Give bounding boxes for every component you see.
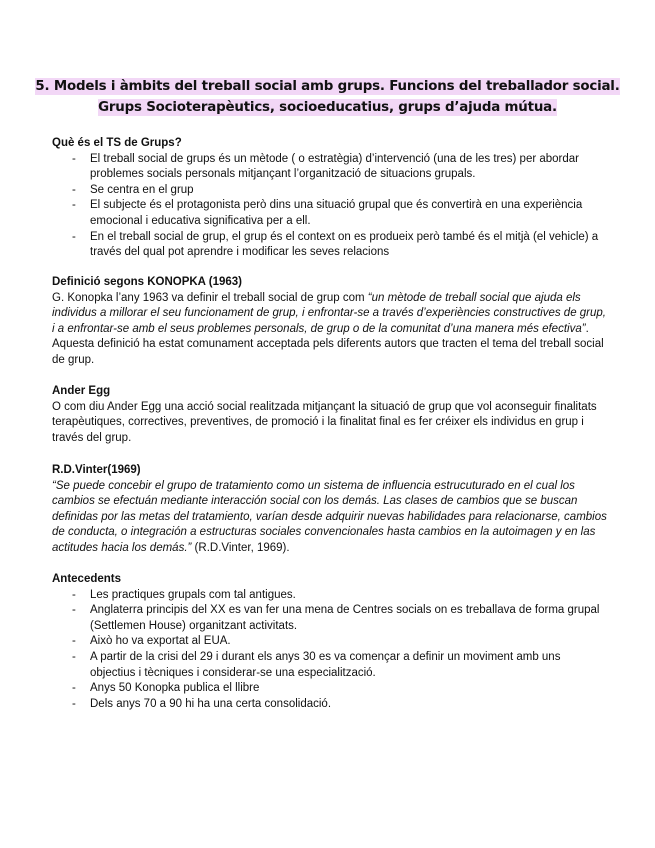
dash-marker: - [72, 199, 76, 212]
list-item [52, 603, 608, 634]
list-item [52, 697, 608, 713]
section-heading: R.D.Vinter(1969) [52, 464, 141, 476]
list-item [52, 183, 608, 199]
dash-marker: - [72, 604, 76, 617]
list-item [52, 634, 608, 650]
vinter-citation: (R.D.Vinter, 1969). [191, 541, 290, 554]
list-item-text: Se centra en el grup [90, 183, 194, 196]
dash-marker: - [72, 635, 76, 648]
document-title [0, 76, 655, 118]
title-line-2: Grups Socioterapèutics, socioeducatius, grups d’ajuda mútua. [98, 100, 557, 115]
section-konopka [52, 275, 608, 369]
konopka-quote: “un mètode de treball social que ajuda els individus a millorar el seu funcionament de grup, i enfrontar-se a través d’experiències constructives de grup, i a enfrontar-se amb el seus problemes personals, de grup o de la comunitat d’una manera més efectiva” [52, 291, 606, 335]
section-heading: Definició segons KONOPKA (1963) [52, 276, 243, 288]
list-item [52, 588, 608, 604]
what-is-list [52, 152, 608, 261]
dash-marker: - [72, 697, 76, 710]
list-item-text: El subjecte és el protagonista però dins una situació grupal que és convertirà en una experiència emocional i educativa significativa per a ell. [90, 199, 583, 227]
list-item-text: Anys 50 Konopka publica el llibre [90, 682, 260, 695]
ander-egg-paragraph: O com diu Ander Egg una acció social realitzada mitjançant la situació de grup que vol aconseguir finalitats terapèutiques, correctives, preventives, de promoció i la finalitat final es fer créixer els individus en grup i través del grup. [52, 400, 597, 444]
section-heading: Antecedents [52, 573, 122, 585]
dash-marker: - [72, 230, 76, 243]
list-item [52, 152, 608, 183]
konopka-paragraph [52, 291, 608, 369]
list-item [52, 230, 608, 261]
vinter-paragraph [52, 479, 608, 557]
list-item [52, 198, 608, 229]
list-item-text: Dels anys 70 a 90 hi ha una certa consolidació. [90, 697, 332, 710]
section-what-is [52, 136, 608, 261]
list-item-text: Això ho va exportat al EUA. [90, 635, 231, 648]
dash-marker: - [72, 650, 76, 663]
section-heading: Ander Egg [52, 385, 111, 397]
konopka-intro: G. Konopka l’any 1963 va definir el treball social de grup com [52, 291, 368, 304]
dash-marker: - [72, 588, 76, 601]
section-vinter [52, 463, 608, 557]
antecedents-list [52, 588, 608, 713]
list-item [52, 681, 608, 697]
list-item [52, 650, 608, 681]
list-item-text: En el treball social de grup, el grup és el context on es produeix però també és el mitjà (el vehicle) a través del qual pot aprendre i modificar les seves relacions [90, 230, 599, 259]
list-item-text: El treball social de grups és un mètode ( o estratègia) d’intervenció (una de les tres) per abordar problemes socials personals mitjançant l’organització de situacions grupals. [90, 152, 580, 181]
section-heading: Què és el TS de Grups? [52, 137, 182, 149]
list-item-text: A partir de la crisi del 29 i durant els anys 30 es va començar a definir un moviment amb uns objectius i tècniques i considerar-se una especialització. [90, 650, 561, 679]
title-line-1: 5. Models i àmbits del treball social amb grups. Funcions del treballador social. [35, 79, 620, 94]
konopka-outro: . Aquesta definició ha estat comunament acceptada pels diferents autors que tracten el tema del treball social de grup. [52, 322, 604, 366]
section-ander-egg [52, 384, 608, 446]
vinter-quote: “Se puede concebir el grupo de tratamiento como un sistema de influencia estrucuturado en el cual los cambios se efectuán mediante interacción social con los demás. Las clases de cambios que se buscan definidas por las metas del tratamiento, varían desde adquirir nuevas habilidades para relacionarse, cambios de conducta, o integración a estructuras sociales convencionales hasta cambios en la autoimagen y en las actitudes hacia los demás.” [52, 479, 607, 554]
dash-marker: - [72, 682, 76, 695]
list-item-text: Les practiques grupals com tal antigues. [90, 588, 296, 601]
dash-marker: - [72, 183, 76, 196]
dash-marker: - [72, 152, 76, 165]
section-antecedents [52, 572, 608, 712]
list-item-text: Anglaterra principis del XX es van fer una mena de Centres socials on es treballava de forma grupal (Settlemen House) organitzant activitats. [90, 604, 600, 632]
